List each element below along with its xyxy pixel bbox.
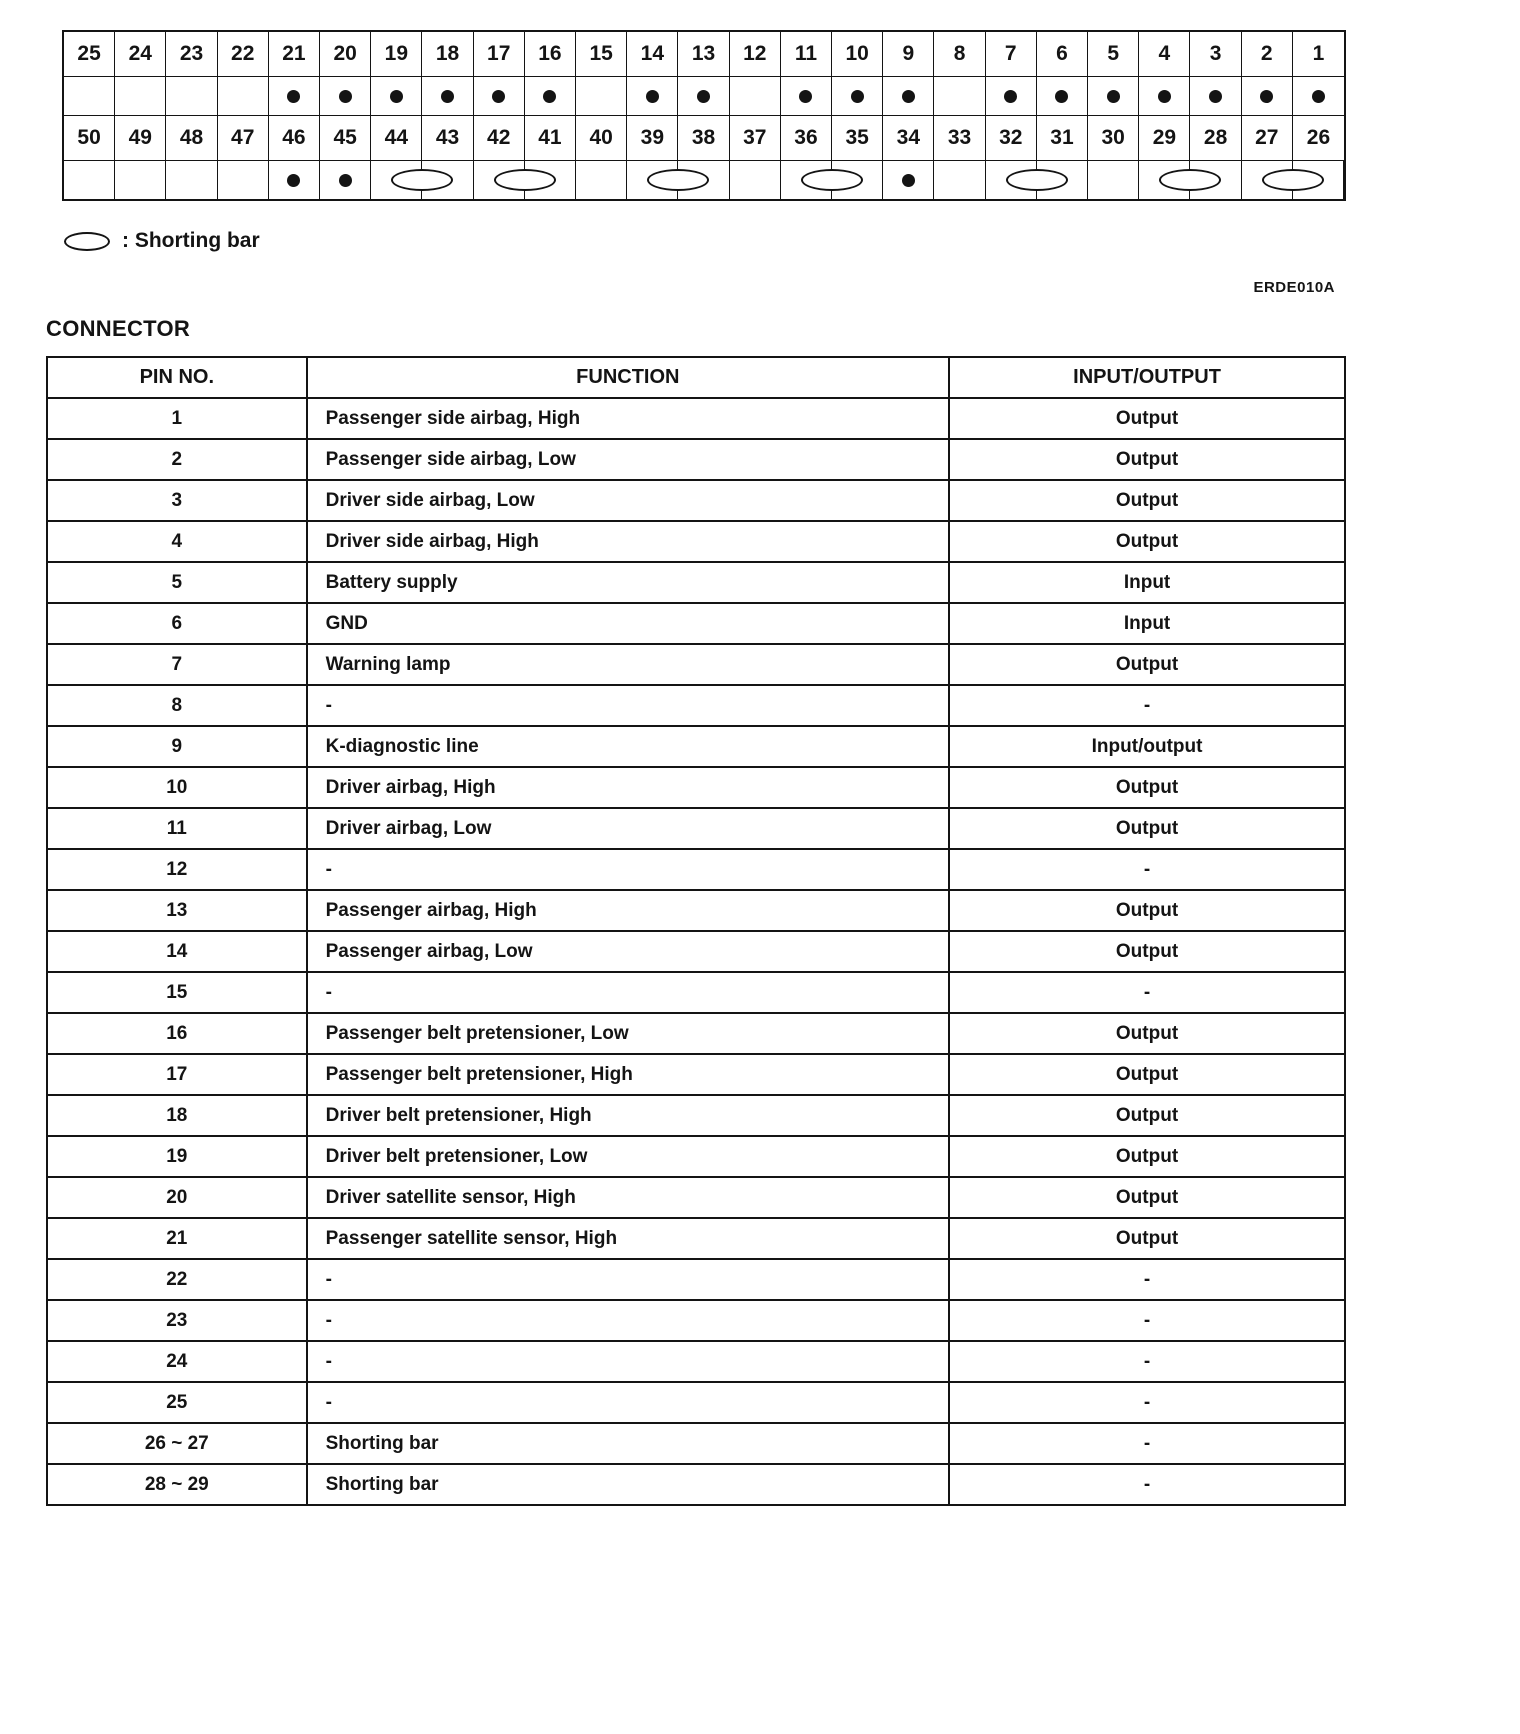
connector-table [46, 356, 1346, 1506]
pin-contact-dot-icon [441, 90, 454, 103]
pin-marker-cell [64, 77, 115, 115]
table-header-row [47, 357, 1345, 398]
pin-contact-dot-icon [1055, 90, 1068, 103]
function-cell: K-diagnostic line [307, 726, 950, 767]
pin-marker-cell [64, 161, 115, 199]
pin-marker-cell [576, 161, 627, 199]
pin-contact-dot-icon [902, 174, 915, 187]
pin-number-cell: 30 [1088, 116, 1139, 160]
pin-number-cell: 44 [371, 116, 422, 160]
function-cell: Driver belt pretensioner, High [307, 1095, 950, 1136]
pin-number-cell: 32 [986, 116, 1037, 160]
pin-cell: 8 [47, 685, 307, 726]
function-cell: Passenger satellite sensor, High [307, 1218, 950, 1259]
pin-number-cell: 43 [422, 116, 473, 160]
pin-number-cell: 35 [832, 116, 883, 160]
function-cell: Shorting bar [307, 1423, 950, 1464]
io-cell: - [949, 1259, 1345, 1300]
pin-marker-row-25-1 [64, 76, 1344, 115]
table-row [47, 931, 1345, 972]
io-cell: Output [949, 521, 1345, 562]
pin-cell: 19 [47, 1136, 307, 1177]
io-cell: - [949, 1423, 1345, 1464]
pin-number-cell: 22 [218, 32, 269, 76]
pin-marker-cell [218, 161, 269, 199]
pin-marker-cell [320, 161, 371, 199]
pin-marker-cell [678, 77, 729, 115]
pin-number-cell: 48 [166, 116, 217, 160]
function-cell: - [307, 1382, 950, 1423]
pin-contact-dot-icon [1004, 90, 1017, 103]
pin-marker-cell [218, 77, 269, 115]
table-row [47, 1300, 1345, 1341]
table-row [47, 480, 1345, 521]
io-cell: - [949, 972, 1345, 1013]
pin-number-cell: 49 [115, 116, 166, 160]
io-cell: Output [949, 1013, 1345, 1054]
table-row [47, 1259, 1345, 1300]
io-cell: Output [949, 439, 1345, 480]
function-cell: Passenger side airbag, Low [307, 439, 950, 480]
pin-cell: 10 [47, 767, 307, 808]
pin-cell: 26 ~ 27 [47, 1423, 307, 1464]
shorting-bar-icon [494, 169, 556, 191]
pin-number-cell: 25 [64, 32, 115, 76]
pin-number-cell: 31 [1037, 116, 1088, 160]
pin-number-cell: 47 [218, 116, 269, 160]
column-header: PIN NO. [47, 357, 307, 398]
pin-contact-dot-icon [390, 90, 403, 103]
pin-marker-cell [627, 77, 678, 115]
pin-cell: 12 [47, 849, 307, 890]
table-row [47, 685, 1345, 726]
pin-number-cell: 39 [627, 116, 678, 160]
pin-marker-cell [422, 77, 473, 115]
section-title: CONNECTOR [46, 316, 191, 341]
pin-number-cell: 19 [371, 32, 422, 76]
table-row [47, 1177, 1345, 1218]
pin-number-cell: 17 [474, 32, 525, 76]
pin-marker-cell [1293, 77, 1344, 115]
table-row [47, 521, 1345, 562]
pin-contact-dot-icon [339, 174, 352, 187]
pin-number-row-25-1 [64, 32, 1344, 76]
function-cell: Driver belt pretensioner, Low [307, 1136, 950, 1177]
table-row [47, 644, 1345, 685]
pin-marker-cell [115, 161, 166, 199]
pin-contact-dot-icon [1260, 90, 1273, 103]
table-row [47, 1464, 1345, 1505]
pin-contact-dot-icon [492, 90, 505, 103]
pin-cell: 13 [47, 890, 307, 931]
pin-number-cell: 15 [576, 32, 627, 76]
pin-number-cell: 28 [1190, 116, 1241, 160]
pin-marker-cell [934, 161, 985, 199]
function-cell: - [307, 972, 950, 1013]
pin-cell: 21 [47, 1218, 307, 1259]
io-cell: Output [949, 1218, 1345, 1259]
pin-number-cell: 14 [627, 32, 678, 76]
function-cell: Warning lamp [307, 644, 950, 685]
pin-number-cell: 11 [781, 32, 832, 76]
pin-number-cell: 45 [320, 116, 371, 160]
io-cell: Output [949, 1095, 1345, 1136]
pin-contact-dot-icon [799, 90, 812, 103]
pin-marker-row-50-26 [64, 160, 1344, 199]
io-cell: Input/output [949, 726, 1345, 767]
pin-contact-dot-icon [287, 90, 300, 103]
function-cell: - [307, 685, 950, 726]
pin-cell: 24 [47, 1341, 307, 1382]
table-row [47, 1136, 1345, 1177]
pin-number-cell: 4 [1139, 32, 1190, 76]
function-cell: - [307, 849, 950, 890]
io-cell: Output [949, 644, 1345, 685]
pin-number-cell: 6 [1037, 32, 1088, 76]
table-row [47, 1382, 1345, 1423]
pin-cell: 16 [47, 1013, 307, 1054]
table-row [47, 1054, 1345, 1095]
io-cell: - [949, 849, 1345, 890]
pin-contact-dot-icon [1158, 90, 1171, 103]
pin-number-cell: 34 [883, 116, 934, 160]
pin-number-cell: 38 [678, 116, 729, 160]
pin-contact-dot-icon [1312, 90, 1325, 103]
pin-number-cell: 36 [781, 116, 832, 160]
pin-contact-dot-icon [646, 90, 659, 103]
io-cell: Output [949, 890, 1345, 931]
function-cell: Passenger airbag, Low [307, 931, 950, 972]
pin-marker-cell [1139, 77, 1190, 115]
pin-number-cell: 23 [166, 32, 217, 76]
table-row [47, 439, 1345, 480]
pin-number-cell: 41 [525, 116, 576, 160]
pin-number-cell: 37 [730, 116, 781, 160]
pin-marker-cell [934, 77, 985, 115]
table-row [47, 398, 1345, 439]
pin-cell: 7 [47, 644, 307, 685]
shorting-bar-icon [647, 169, 709, 191]
pin-marker-cell [269, 77, 320, 115]
column-header: INPUT/OUTPUT [949, 357, 1345, 398]
function-cell: Driver airbag, High [307, 767, 950, 808]
pin-number-cell: 29 [1139, 116, 1190, 160]
shorting-bar-icon [1006, 169, 1068, 191]
pin-cell: 2 [47, 439, 307, 480]
io-cell: Output [949, 931, 1345, 972]
pin-number-cell: 21 [269, 32, 320, 76]
pin-cell: 3 [47, 480, 307, 521]
pin-number-cell: 24 [115, 32, 166, 76]
pin-marker-cell [166, 161, 217, 199]
pin-marker-cell [320, 77, 371, 115]
pin-number-cell: 13 [678, 32, 729, 76]
table-row [47, 603, 1345, 644]
pin-number-cell: 12 [730, 32, 781, 76]
io-cell: - [949, 685, 1345, 726]
pin-contact-dot-icon [851, 90, 864, 103]
pin-marker-cell [883, 161, 934, 199]
pin-marker-cell [1242, 77, 1293, 115]
pin-number-cell: 20 [320, 32, 371, 76]
pin-cell: 18 [47, 1095, 307, 1136]
pin-number-cell: 46 [269, 116, 320, 160]
pin-contact-dot-icon [902, 90, 915, 103]
pin-number-cell: 5 [1088, 32, 1139, 76]
pin-marker-cell [269, 161, 320, 199]
pin-contact-dot-icon [287, 174, 300, 187]
io-cell: Output [949, 480, 1345, 521]
connector-pin-diagram [62, 30, 1346, 201]
pin-number-cell: 3 [1190, 32, 1241, 76]
pin-marker-cell [1088, 77, 1139, 115]
table-row [47, 767, 1345, 808]
pin-marker-cell [474, 77, 525, 115]
pin-marker-cell [1190, 77, 1241, 115]
pin-marker-cell [730, 77, 781, 115]
table-row [47, 1218, 1345, 1259]
pin-number-cell: 10 [832, 32, 883, 76]
io-cell: Output [949, 1054, 1345, 1095]
io-cell: - [949, 1464, 1345, 1505]
function-cell: Passenger belt pretensioner, Low [307, 1013, 950, 1054]
pin-number-cell: 40 [576, 116, 627, 160]
function-cell: Driver airbag, Low [307, 808, 950, 849]
pin-cell: 6 [47, 603, 307, 644]
pin-number-cell: 33 [934, 116, 985, 160]
pin-marker-cell [832, 77, 883, 115]
io-cell: - [949, 1341, 1345, 1382]
function-cell: - [307, 1341, 950, 1382]
table-row [47, 972, 1345, 1013]
pin-number-cell: 7 [986, 32, 1037, 76]
legend-label: : Shorting bar [122, 229, 260, 252]
table-row [47, 1095, 1345, 1136]
pin-marker-cell [115, 77, 166, 115]
function-cell: Passenger belt pretensioner, High [307, 1054, 950, 1095]
pin-contact-dot-icon [543, 90, 556, 103]
table-row [47, 1013, 1345, 1054]
column-header: FUNCTION [307, 357, 950, 398]
pin-marker-cell [781, 77, 832, 115]
pin-cell: 1 [47, 398, 307, 439]
function-cell: Driver side airbag, Low [307, 480, 950, 521]
pin-cell: 20 [47, 1177, 307, 1218]
pin-marker-cell [986, 77, 1037, 115]
function-cell: Passenger airbag, High [307, 890, 950, 931]
pin-number-cell: 1 [1312, 42, 1325, 65]
table-row [47, 808, 1345, 849]
io-cell: Input [949, 603, 1345, 644]
table-row [47, 1341, 1345, 1382]
pin-number-cell: 9 [883, 32, 934, 76]
table-row [47, 562, 1345, 603]
pin-cell: 17 [47, 1054, 307, 1095]
pin-cell: 14 [47, 931, 307, 972]
io-cell: Output [949, 1136, 1345, 1177]
io-cell: Output [949, 398, 1345, 439]
shorting-bar-icon [64, 232, 110, 251]
function-cell: - [307, 1300, 950, 1341]
pin-number-row-50-26 [64, 115, 1344, 160]
pin-cell: 22 [47, 1259, 307, 1300]
shorting-bar-icon [1262, 169, 1324, 191]
table-row [47, 1423, 1345, 1464]
io-cell: Output [949, 767, 1345, 808]
pin-cell: 11 [47, 808, 307, 849]
io-cell: Output [949, 808, 1345, 849]
pin-number-cell: 50 [64, 116, 115, 160]
pin-marker-cell [371, 77, 422, 115]
io-cell: - [949, 1300, 1345, 1341]
shorting-bar-legend [64, 229, 1520, 253]
pin-number-cell: 8 [934, 32, 985, 76]
pin-cell: 25 [47, 1382, 307, 1423]
function-cell: Driver side airbag, High [307, 521, 950, 562]
function-cell: Driver satellite sensor, High [307, 1177, 950, 1218]
pin-contact-dot-icon [1107, 90, 1120, 103]
pin-number-cell: 26 [1306, 126, 1331, 149]
pin-contact-dot-icon [697, 90, 710, 103]
shorting-bar-icon [391, 169, 453, 191]
pin-cell: 5 [47, 562, 307, 603]
pin-marker-cell [1037, 77, 1088, 115]
pin-marker-cell [730, 161, 781, 199]
pin-marker-cell [166, 77, 217, 115]
pin-contact-dot-icon [1209, 90, 1222, 103]
pin-cell: 4 [47, 521, 307, 562]
pin-cell: 23 [47, 1300, 307, 1341]
function-cell: Shorting bar [307, 1464, 950, 1505]
table-row [47, 726, 1345, 767]
table-row [47, 849, 1345, 890]
pin-number-cell: 27 [1242, 116, 1293, 160]
pin-cell: 9 [47, 726, 307, 767]
io-cell: Output [949, 1177, 1345, 1218]
pin-marker-cell [883, 77, 934, 115]
document-code: ERDE010A [1253, 279, 1335, 296]
io-cell: Input [949, 562, 1345, 603]
pin-cell: 28 ~ 29 [47, 1464, 307, 1505]
pin-marker-cell [1088, 161, 1139, 199]
pin-marker-cell [576, 77, 627, 115]
pin-number-cell: 18 [422, 32, 473, 76]
function-cell: Passenger side airbag, High [307, 398, 950, 439]
pin-number-cell: 16 [525, 32, 576, 76]
io-cell: - [949, 1382, 1345, 1423]
function-cell: GND [307, 603, 950, 644]
pin-cell: 15 [47, 972, 307, 1013]
pin-marker-cell [525, 77, 576, 115]
pin-contact-dot-icon [339, 90, 352, 103]
pin-number-cell: 42 [474, 116, 525, 160]
pin-number-cell: 2 [1242, 32, 1293, 76]
function-cell: Battery supply [307, 562, 950, 603]
shorting-bar-icon [801, 169, 863, 191]
table-row [47, 890, 1345, 931]
shorting-bar-icon [1159, 169, 1221, 191]
function-cell: - [307, 1259, 950, 1300]
